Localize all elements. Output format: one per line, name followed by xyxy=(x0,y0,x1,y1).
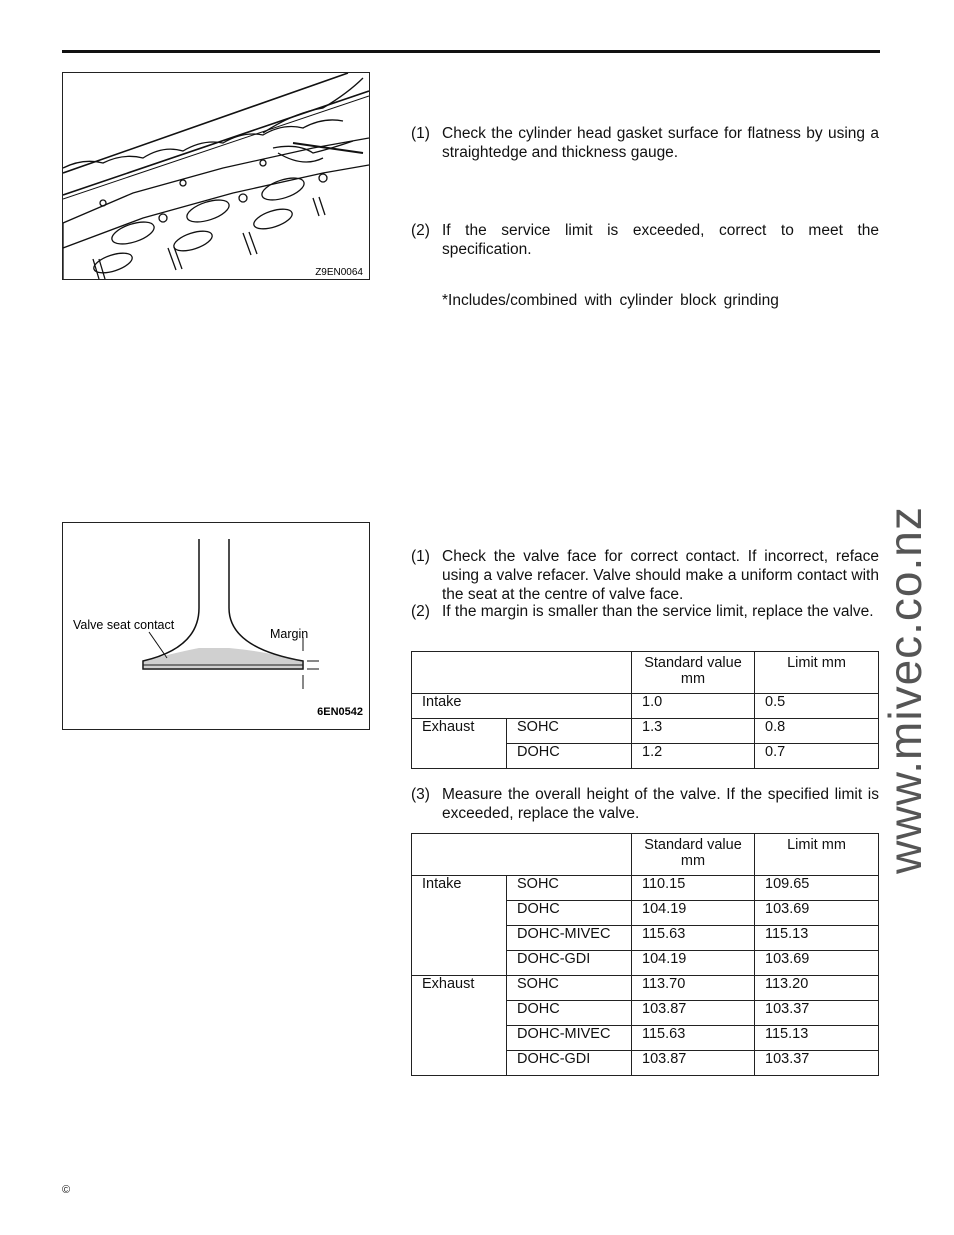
table-cell: Exhaust xyxy=(412,976,507,1076)
table-cell: 1.0 xyxy=(632,694,755,719)
grinding-note: *Includes/combined with cylinder block grinding xyxy=(442,292,779,309)
table-header-row xyxy=(412,652,879,694)
section2-step-3: (3) Measure the overall height of the valve. If the specified limit is exceeded, replace the valve. xyxy=(411,786,879,822)
section2-step-2: (2) If the margin is smaller than the service limit, replace the valve. xyxy=(411,603,874,620)
header-rule xyxy=(62,50,880,53)
copyright-symbol: © xyxy=(62,1184,71,1196)
table-cell: 103.87 xyxy=(632,1051,755,1076)
valve-seat-contact-label: Valve seat contact xyxy=(73,618,175,632)
figure1-code: Z9EN0064 xyxy=(315,267,363,278)
table-header-cell xyxy=(412,834,632,876)
section2-step-1: (1) Check the valve face for correct contact. If incorrect, reface using a valve refacer. Valve should make a uniform contact with the seat at the centre of valve face. xyxy=(411,548,879,603)
table-cell: SOHC xyxy=(507,976,632,1001)
table-cell: 103.87 xyxy=(632,1001,755,1026)
straightedge-illustration xyxy=(63,73,369,279)
table-cell: SOHC xyxy=(507,876,632,901)
table-cell: Exhaust xyxy=(412,719,507,769)
valve-margin-table xyxy=(411,651,879,769)
section1-step-1: (1) Check the cylinder head gasket surface for flatness by using a straightedge and thickness gauge. xyxy=(411,125,879,161)
table-header-cell: Standard value mm xyxy=(632,652,755,694)
table-header-cell xyxy=(412,652,632,694)
table-cell: 110.15 xyxy=(632,876,755,901)
table-cell: 115.13 xyxy=(755,926,879,951)
table-cell: 0.5 xyxy=(755,694,879,719)
table-cell: 115.63 xyxy=(632,926,755,951)
table-header-cell: Standard value mm xyxy=(632,834,755,876)
table-cell: DOHC xyxy=(507,1001,632,1026)
table-cell: DOHC xyxy=(507,744,632,769)
table-cell: 0.7 xyxy=(755,744,879,769)
valve-illustration xyxy=(63,523,369,729)
table-cell: 103.37 xyxy=(755,1051,879,1076)
table-cell: 113.70 xyxy=(632,976,755,1001)
figure-straightedge xyxy=(62,72,370,280)
table-cell: 115.13 xyxy=(755,1026,879,1051)
margin-label: Margin xyxy=(270,627,309,641)
table-cell: 103.69 xyxy=(755,951,879,976)
figure2-code: 6EN0542 xyxy=(317,706,363,718)
table-cell: 1.3 xyxy=(632,719,755,744)
table-cell: DOHC-GDI xyxy=(507,951,632,976)
table-cell: 0.8 xyxy=(755,719,879,744)
table-cell: DOHC-GDI xyxy=(507,1051,632,1076)
table-cell: DOHC-MIVEC xyxy=(507,926,632,951)
section1-step-2: (2) If the service limit is exceeded, correct to meet the specification. xyxy=(411,222,879,258)
figure-valve-margin xyxy=(62,522,370,730)
table-cell: 109.65 xyxy=(755,876,879,901)
table-header-row xyxy=(412,834,879,876)
table-row xyxy=(412,976,879,1001)
table-header-cell: Limit mm xyxy=(755,834,879,876)
table-cell: 103.69 xyxy=(755,901,879,926)
table-cell: 103.37 xyxy=(755,1001,879,1026)
table-cell: DOHC-MIVEC xyxy=(507,1026,632,1051)
table-cell: DOHC xyxy=(507,901,632,926)
table-cell: Intake xyxy=(412,694,632,719)
valve-height-table xyxy=(411,833,879,1076)
table-cell: 104.19 xyxy=(632,901,755,926)
table-cell: 1.2 xyxy=(632,744,755,769)
table-cell: Intake xyxy=(412,876,507,976)
table-row xyxy=(412,694,879,719)
table-row xyxy=(412,876,879,901)
table-header-cell: Limit mm xyxy=(755,652,879,694)
watermark: www.mivec.co.nz xyxy=(879,506,931,874)
table-cell: 113.20 xyxy=(755,976,879,1001)
table-cell: 104.19 xyxy=(632,951,755,976)
table-cell: 115.63 xyxy=(632,1026,755,1051)
table-cell: SOHC xyxy=(507,719,632,744)
table-row xyxy=(412,719,879,744)
